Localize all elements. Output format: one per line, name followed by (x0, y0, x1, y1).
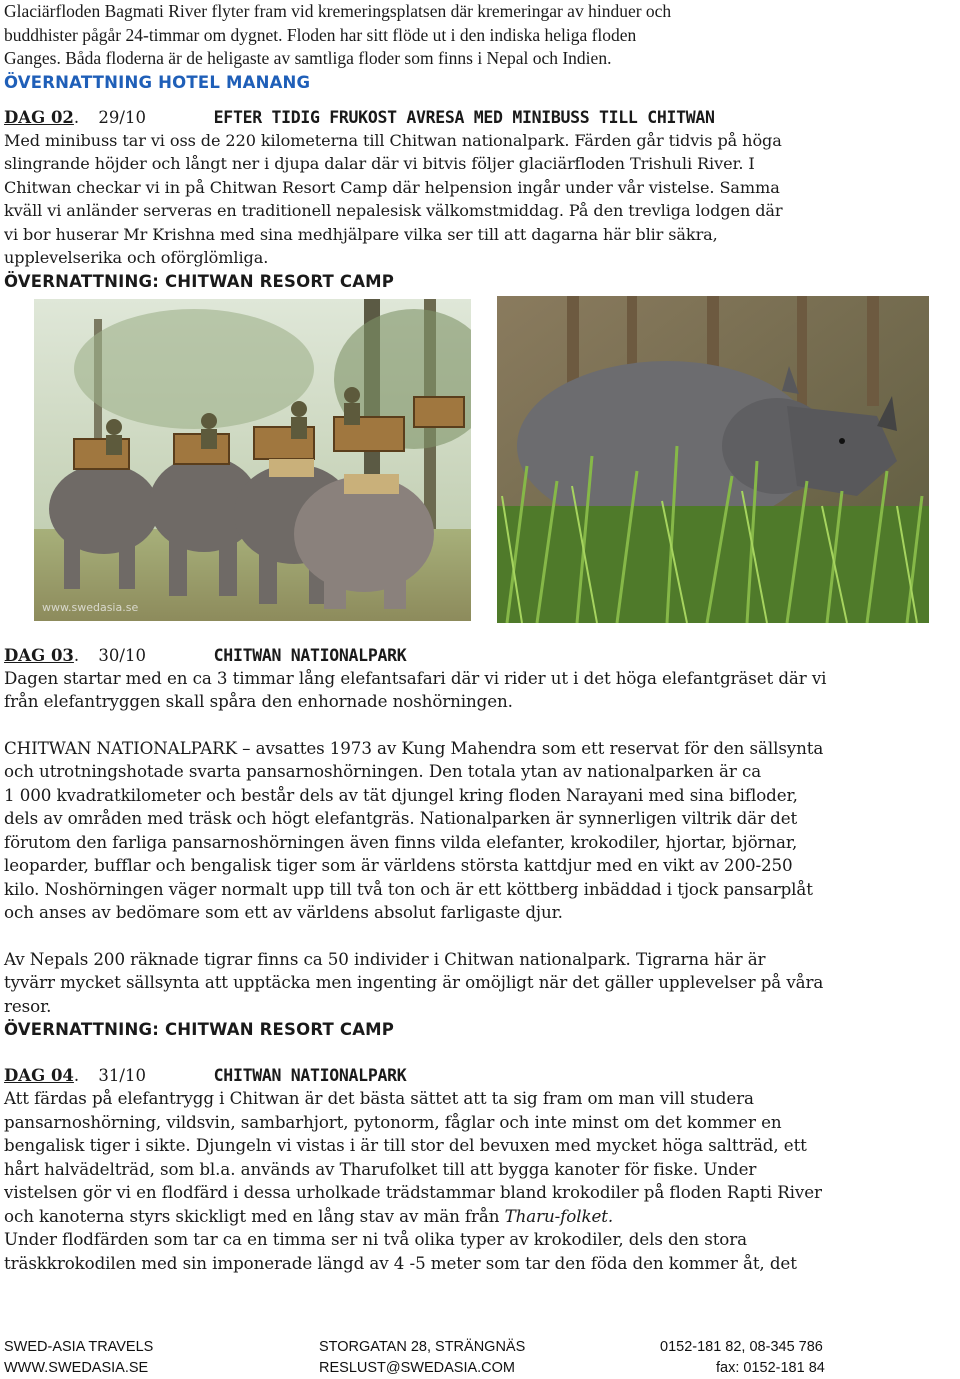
day03-p2-line: förutom den farliga pansarnoshörningen även finns vilda elefanter, krokodiler, hjortar, björnar, (4, 831, 798, 852)
day02-line: Chitwan checkar vi in på Chitwan Resort Camp där helpension ingår under vår vistelse. Samma (4, 177, 780, 197)
day02-line: upplevelserika och oförglömliga. (4, 248, 269, 267)
day02-date: 29/10 (98, 107, 146, 127)
day03-p2-line: CHITWAN NATIONALPARK – avsattes 1973 av Kung Mahendra som ett reservat för den sällsynta (4, 737, 824, 758)
day04-line (4, 1205, 956, 1229)
day03-label: DAG 03 (4, 645, 74, 665)
day04-line: bengalisk tiger i sikte. Djungeln vi vistas i är till stor del bevuxen med mycket höga saltträd, ett (4, 1135, 807, 1155)
day03-p3-line: tyvärr mycket sällsynta att upptäcka men ingenting är omöjligt när det gäller upplevelser på våra (4, 972, 824, 992)
day04-date: 31/10 (98, 1066, 146, 1085)
intro-line: Ganges. Båda floderna är de heligaste av samtliga floder som finns i Nepal och Indien. (4, 48, 612, 68)
day03-title: CHITWAN NATIONALPARK (213, 645, 407, 665)
day03-p2-line: kilo. Noshörningen väger normalt upp till två ton och är ett köttberg inbäddad i tjock pansarplåt (4, 878, 813, 899)
day04-line: träskkrokodilen med sin imponerade längd av 4 -5 meter som tar den föda den kommer åt, det (4, 1252, 797, 1273)
footer-phone: 0152-181 82, 08-345 786 (660, 1339, 823, 1355)
day02-line: vi bor huserar Mr Krishna med sina medhjälpare vilka ser till att dagarna här blir säkra, (4, 224, 718, 244)
day03-p2-line: leoparder, bufflar och bengalisk tiger som är världens största kattdjur med en vikt av 200-250 (4, 855, 793, 875)
day03-p2-line: 1 000 kvadratkilometer och består dels av tät djungel kring floden Narayani med sina bifloder, (4, 784, 798, 805)
elephants-watermark: www.swedasia.se (42, 600, 139, 614)
day04-line: pansarnoshörning, vildsvin, sambarhjort, pytonorm, fåglar och inte minst om det kommer en (4, 1111, 782, 1132)
day03-header: DAG 03. 30/10 CHITWAN NATIONALPARK (4, 645, 407, 665)
accommodation-chitwan-day02: ÖVERNATTNING: CHITWAN RESORT CAMP (4, 271, 395, 291)
day02-line: Med minibuss tar vi oss de 220 kilometerna till Chitwan nationalpark. Färden går tidvis på höga (4, 130, 782, 150)
day03-p3-line: Av Nepals 200 räknade tigrar finns ca 50 individer i Chitwan nationalpark. Tigrarna här är (4, 948, 766, 969)
accommodation-hotel-manang: ÖVERNATTNING HOTEL MANANG (4, 72, 311, 92)
day03-p1-line: Dagen startar med en ca 3 timmar lång elefantsafari där vi rider ut i det höga elefantgräset där vi (4, 667, 827, 688)
intro-line: buddhister pågår 24-timmar om dygnet. Floden har sitt flöde ut i den indiska heliga floden (4, 24, 637, 45)
day04-header: DAG 04. 31/10 CHITWAN NATIONALPARK (4, 1066, 407, 1085)
day02-title: EFTER TIDIG FRUKOST AVRESA MED MINIBUSS TILL CHITWAN (213, 107, 715, 127)
day04-line: vistelsen gör vi en flodfärd i dessa urholkade trädstammar bland krokodiler på floden Rapti River (4, 1182, 822, 1202)
day03-p2-line: dels av områden med träsk och högt elefantgräs. Nationalparken är synnerligen viltrik där det (4, 808, 798, 828)
day02-line: slingrande höjder och långt ner i djupa dalar där vi bitvis följer glaciärfloden Trishuli River. I (4, 154, 755, 173)
day04-title: CHITWAN NATIONALPARK (213, 1066, 407, 1085)
day04-line: Under flodfärden som tar ca en timma ser ni två olika typer av krokodiler, dels den stora (4, 1229, 747, 1249)
footer-email-link[interactable]: RESLUST@SWEDASIA.COM (319, 1360, 515, 1376)
intro-line: Glaciärfloden Bagmati River flyter fram vid kremeringsplatsen där kremeringar av hinduer och (4, 1, 672, 21)
day03-p2-line: och anses av bedömare som ett av världens absolut farligaste djur. (4, 902, 563, 922)
day02-label: DAG 02 (4, 107, 74, 127)
day04-line6-prefix: och kanoterna styrs skickligt med en lång stav av män från (4, 1205, 505, 1226)
day04-label: DAG 04 (4, 1066, 74, 1085)
day03-p3-line: resor. (4, 995, 52, 1016)
photo-row (4, 299, 956, 644)
footer-website-link[interactable]: WWW.SWEDASIA.SE (4, 1360, 149, 1376)
footer-company: SWED-ASIA TRAVELS (4, 1339, 154, 1355)
footer-fax: fax: 0152-181 84 (716, 1360, 825, 1376)
day02-line: kväll vi anländer serveras en traditionell nepalesisk välkomstmiddag. På den trevliga lodgen där (4, 201, 783, 220)
day03-p1-line: från elefantryggen skall spåra den enhornade noshörningen. (4, 691, 513, 711)
page-footer (4, 1337, 956, 1379)
document-page (4, 0, 956, 1275)
accommodation-chitwan-day03: ÖVERNATTNING: CHITWAN RESORT CAMP (4, 1020, 395, 1039)
day03-date: 30/10 (98, 645, 146, 665)
tharu-folket-italic: Tharu-folket. (504, 1205, 614, 1226)
day02-header: DAG 02. 29/10 EFTER TIDIG FRUKOST AVRESA MED MINIBUSS TILL CHITWAN (4, 107, 715, 127)
day04-line: Att färdas på elefantrygg i Chitwan är det bästa sättet att ta sig fram om man vill studera (4, 1088, 754, 1108)
elephants-photo (34, 299, 471, 621)
footer-address: STORGATAN 28, STRÄNGNÄS (319, 1339, 526, 1355)
rhino-photo (497, 296, 929, 623)
day03-p2-line: och utrotningshotade svarta pansarnoshörningen. Den totala ytan av nationalparken är ca (4, 761, 762, 781)
day04-line: hårt halvädelträd, som bl.a. används av Tharufolket till att bygga kanoter för fiske. Under (4, 1158, 757, 1179)
